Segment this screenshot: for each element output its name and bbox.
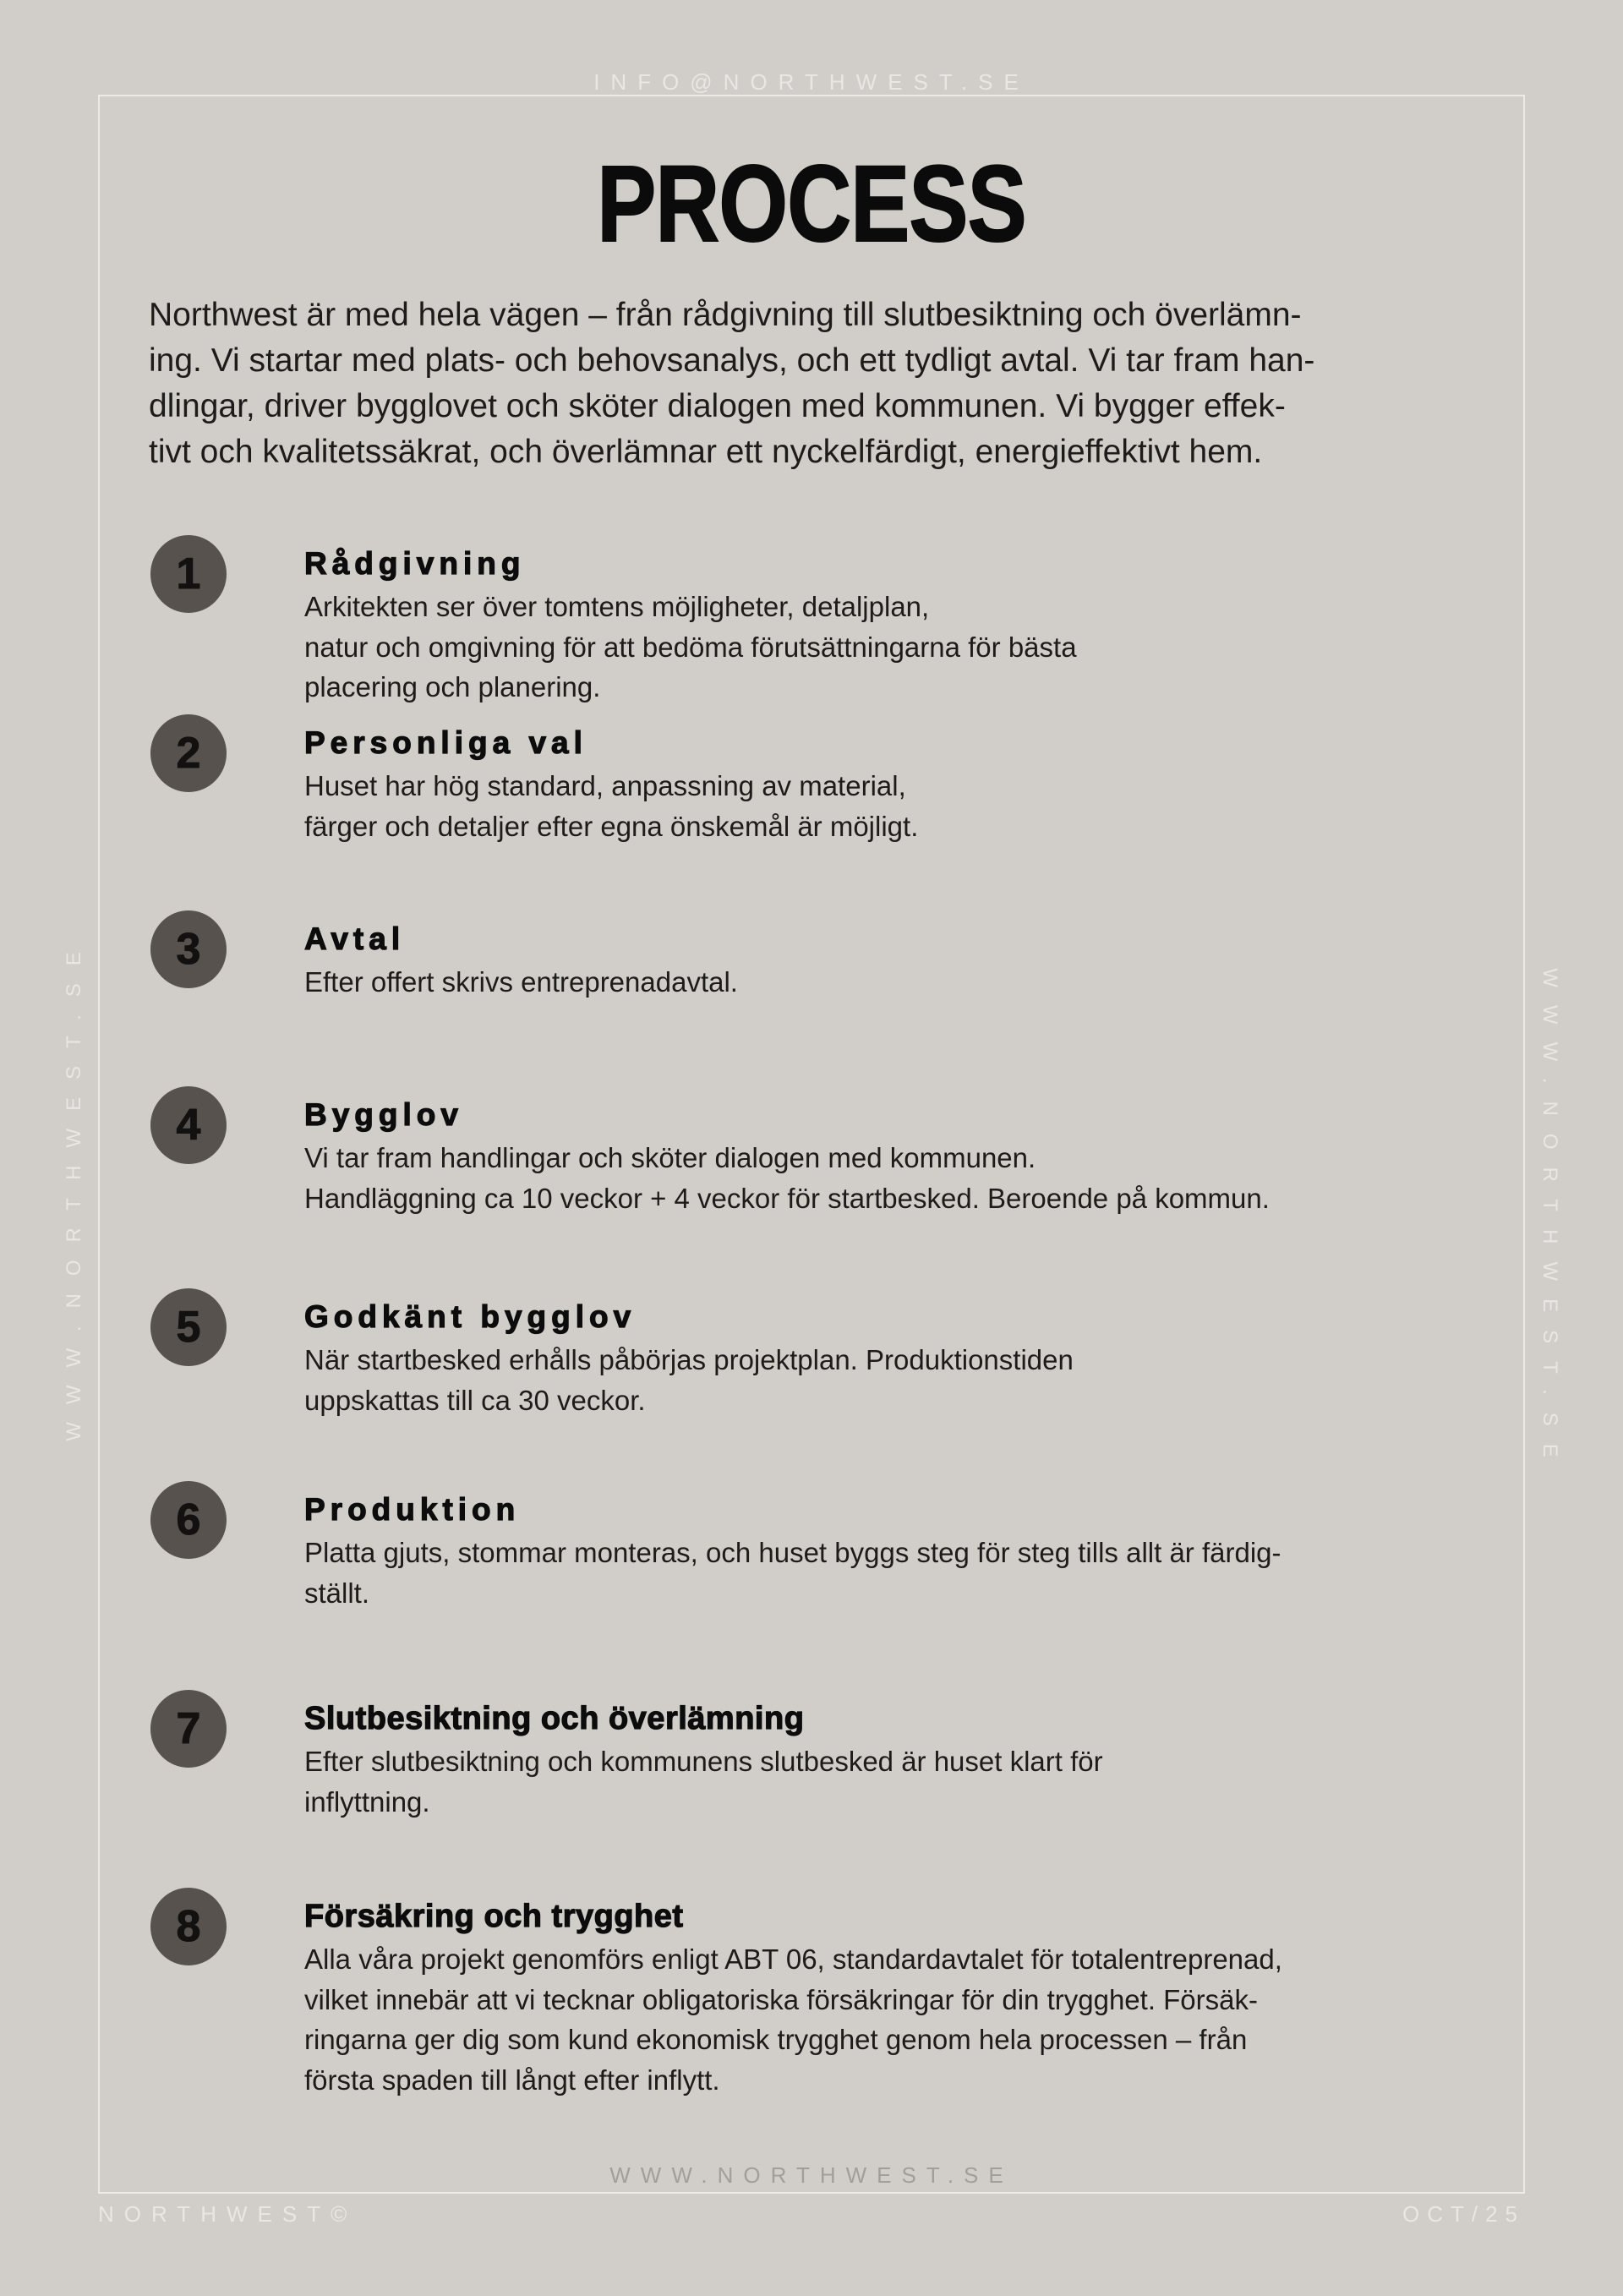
step-description-line: natur och omgivning för att bedöma förutsättningarna för bästa <box>304 631 1077 663</box>
step-description-line: När startbesked erhålls påbörjas projektplan. Produktionstiden <box>304 1344 1074 1375</box>
step-number: 5 <box>176 1303 201 1352</box>
step-description-line: inflyttning. <box>304 1785 430 1818</box>
step-description-line: Arkitekten ser över tomtens möjligheter, detaljplan, <box>304 591 930 622</box>
step-description-line: vilket innebär att vi tecknar obligatoriska försäkringar för din trygghet. Försäk- <box>304 1983 1258 2015</box>
step-number-badge <box>150 1288 227 1366</box>
step-description <box>304 962 1555 1003</box>
step-description-line: Alla våra projekt genomförs enligt ABT 06, standardavtalet för totalentreprenad, <box>304 1943 1282 1975</box>
step-title: Rådgivning <box>304 546 526 581</box>
intro-line: Northwest är med hela vägen – från rådgivning till slutbesiktning och överlämn- <box>149 297 1302 333</box>
step-number-badge <box>150 1481 227 1559</box>
step-description-line: Efter offert skrivs entreprenadavtal. <box>304 966 738 998</box>
step-number: 6 <box>176 1495 201 1544</box>
step-description <box>304 1533 1555 1613</box>
page-title: PROCESS <box>597 144 1026 265</box>
step-title: Avtal <box>304 921 406 956</box>
step-title: Produktion <box>304 1492 521 1527</box>
intro-paragraph <box>149 292 1501 475</box>
step-description-line: färger och detaljer efter egna önskemål är möjligt. <box>304 810 919 842</box>
step-description-line: ställt. <box>304 1577 370 1609</box>
step-number: 4 <box>176 1101 201 1150</box>
step-description-line: Vi tar fram handlingar och sköter dialogen med kommunen. <box>304 1142 1036 1173</box>
step-number-badge <box>150 714 227 792</box>
step-description <box>304 1138 1555 1218</box>
step-description-line: Huset har hög standard, anpassning av material, <box>304 770 906 801</box>
step-description <box>304 1741 1555 1822</box>
side-text-right: WWW.NORTHWEST.SE <box>1538 968 1561 1475</box>
step-description-line: placering och planering. <box>304 671 601 702</box>
step-description-line: Efter slutbesiktning och kommunens slutbesked är huset klart för <box>304 1746 1103 1777</box>
footer-url: WWW.NORTHWEST.SE <box>609 2162 1014 2188</box>
step-number: 1 <box>176 549 201 599</box>
step-number-badge <box>150 1690 227 1768</box>
step-number-badge <box>150 1888 227 1965</box>
step-title: Godkänt bygglov <box>304 1299 637 1334</box>
step-number: 7 <box>176 1704 201 1753</box>
step-number-badge <box>150 1086 227 1164</box>
step-number: 8 <box>176 1902 201 1951</box>
intro-line: dlingar, driver bygglovet och sköter dialogen med kommunen. Vi bygger effek- <box>149 388 1286 424</box>
step-description-line: ringarna ger dig som kund ekonomisk trygghet genom hela processen – från <box>304 2024 1248 2055</box>
step-description <box>304 1939 1555 2100</box>
step-title: Bygglov <box>304 1097 463 1132</box>
step-number: 2 <box>176 729 201 778</box>
step-description <box>304 587 1555 708</box>
step-number-badge <box>150 910 227 988</box>
footer-date: OCT/25 <box>1402 2201 1525 2227</box>
side-text-left: WWW.NORTHWEST.SE <box>63 934 85 1441</box>
intro-line: tivt och kvalitetssäkrat, och överlämnar ett nyckelfärdigt, energieffektivt hem. <box>149 434 1263 470</box>
step-description-line: första spaden till långt efter inflytt. <box>304 2064 720 2096</box>
step-title: Försäkring och trygghet <box>304 1899 684 1934</box>
intro-line: ing. Vi startar med plats- och behovsanalys, och ett tydligt avtal. Vi tar fram han- <box>149 342 1315 379</box>
step-description-line: uppskattas till ca 30 veckor. <box>304 1384 646 1416</box>
step-number-badge <box>150 535 227 613</box>
header-email: INFO@NORTHWEST.SE <box>593 69 1030 95</box>
step-description <box>304 1340 1555 1420</box>
step-description <box>304 766 1555 846</box>
step-title: Slutbesiktning och överlämning <box>304 1701 805 1736</box>
step-title: Personliga val <box>304 725 587 760</box>
step-description-line: Handläggning ca 10 veckor + 4 veckor för startbesked. Beroende på kommun. <box>304 1182 1270 1214</box>
footer-brand: NORTHWEST© <box>98 2201 358 2227</box>
step-number: 3 <box>176 925 201 974</box>
step-description-line: Platta gjuts, stommar monteras, och huset byggs steg för steg tills allt är färdig- <box>304 1537 1281 1568</box>
